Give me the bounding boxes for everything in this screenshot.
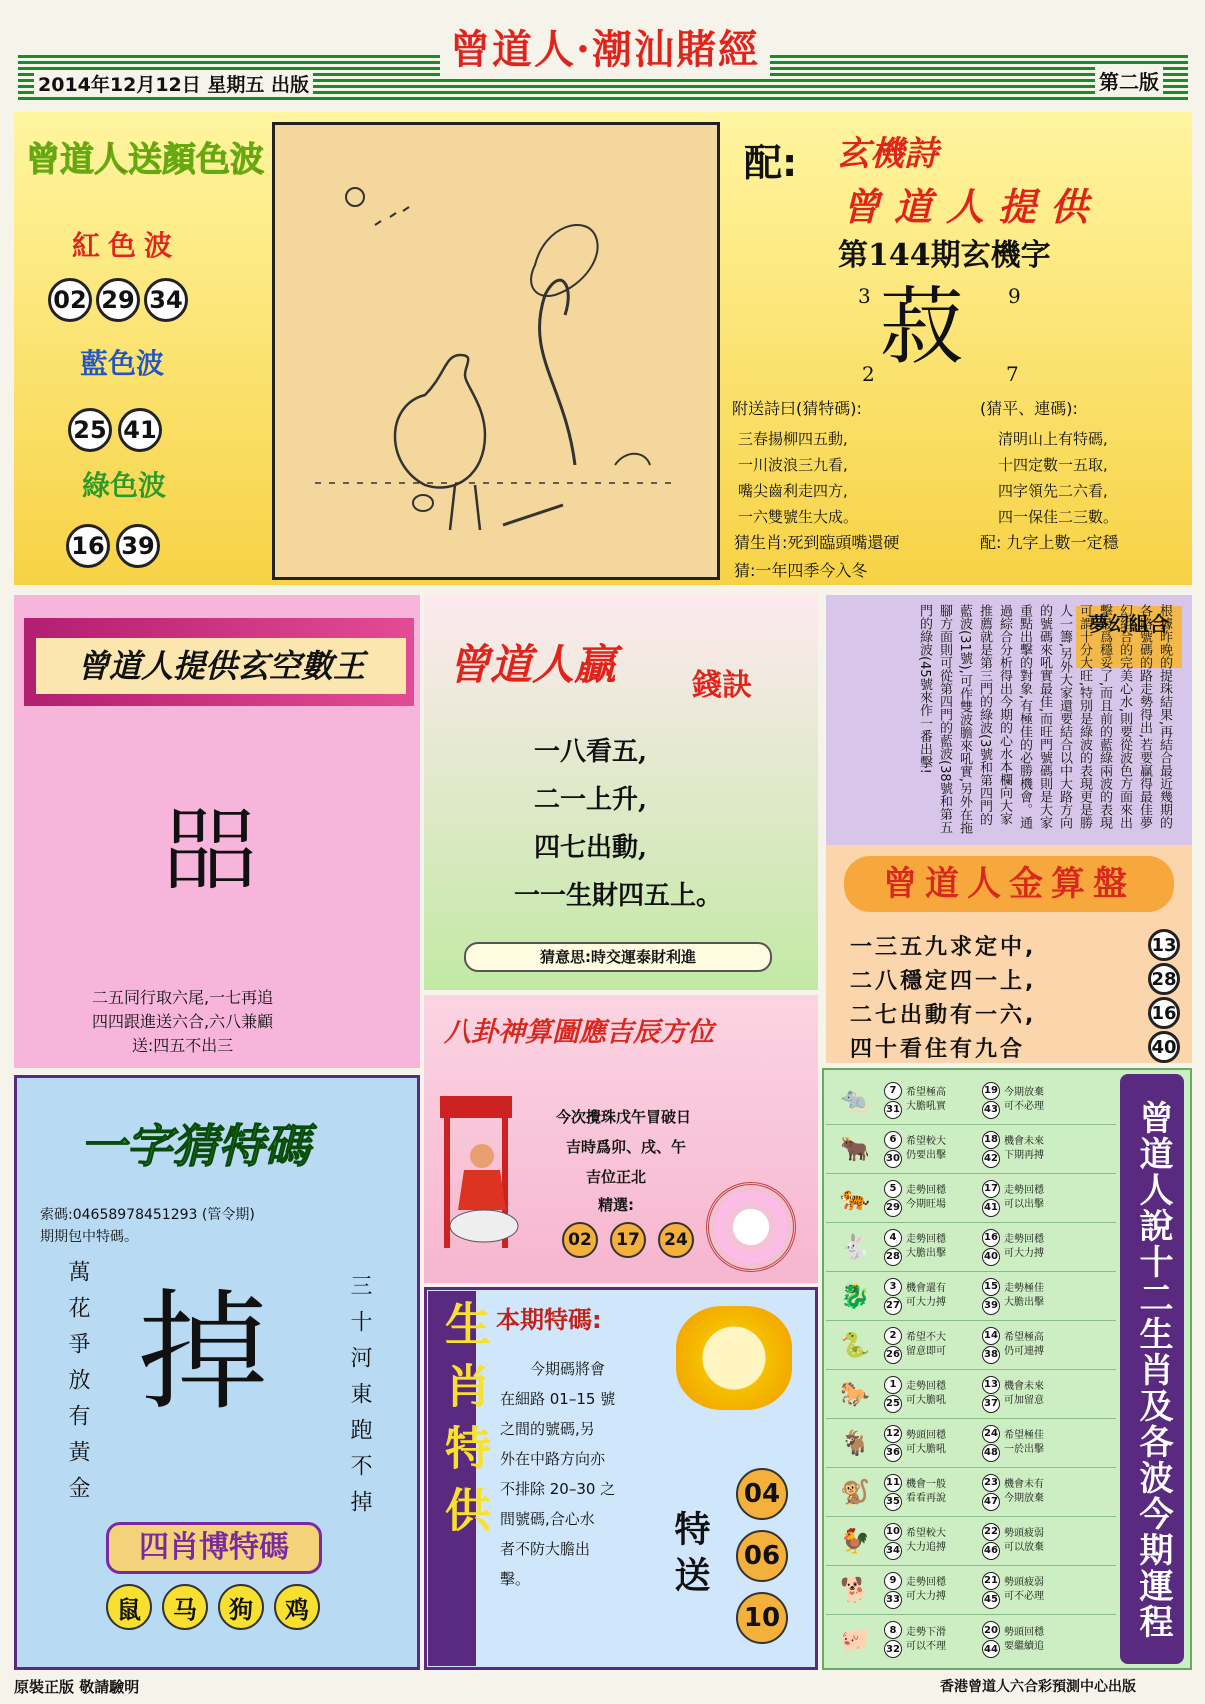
winning-line: 四七出動, bbox=[534, 833, 648, 863]
fortune-text: 大膽吼實 bbox=[906, 1101, 946, 1112]
one-char-title: 一字猜特碼 bbox=[80, 1119, 310, 1173]
riddle-guess: 猜:一年四季今入冬 bbox=[734, 561, 868, 580]
abacus-row-text: 四十看住有九合 bbox=[850, 1036, 1026, 1062]
ball: 48 bbox=[982, 1444, 1000, 1462]
ball: 43 bbox=[982, 1101, 1000, 1119]
ball: 3 bbox=[884, 1278, 902, 1296]
special-text bbox=[500, 1354, 615, 1594]
fortune-text: 可不必理 bbox=[1004, 1101, 1044, 1112]
bagua-picks bbox=[562, 1222, 694, 1258]
poem-line: 三春揚柳四五動, bbox=[738, 430, 848, 448]
bagua-title: 八卦神算圖應吉辰方位 bbox=[444, 1017, 714, 1048]
poem-left bbox=[738, 426, 858, 530]
ball: 41 bbox=[982, 1199, 1000, 1217]
horse-icon: 🐎 bbox=[840, 1380, 870, 1408]
fortune-text: 仍要出擊 bbox=[906, 1150, 946, 1161]
ball: 35 bbox=[884, 1493, 902, 1511]
ball: 25 bbox=[884, 1395, 902, 1413]
date-line: 2014年12月12日 星期五 出版 bbox=[34, 70, 313, 97]
dream-text: 根據昨晚的提珠結果,再結合最近幾期的各路號碼的路走勢得出,若要贏得最佳夢幻組合的完美心水,則要從波色方面來出擊最爲穩妥了,而且前的藍綠兩波的表現可謂十分大旺,特別是綠波的表現更是勝人一籌,另外大家還要結合以中大路方向的號碼來吼實最佳,而旺門號碼則是大家重點出擊的對象,有極佳的必勝機會。通過綜合分析得出今期的心水本欄向大家推薦就是第三門的綠波(3號和第四門的藍波(31號),可作雙波膽來吼實,另外在拖腳方面則可從第四門的藍波(38號和第五門的綠波(45號來作一番出擊! bbox=[917, 604, 1172, 834]
zodiac-row bbox=[826, 1272, 1116, 1321]
dog-icon: 🐕 bbox=[840, 1576, 870, 1604]
fortune-text: 留意即可 bbox=[906, 1346, 946, 1357]
fortune-text: 希望較大 bbox=[906, 1528, 946, 1539]
special-send: 特送 bbox=[669, 1510, 710, 1602]
ball: 23 bbox=[982, 1474, 1000, 1492]
ball: 2 bbox=[884, 1327, 902, 1345]
ball: 02 bbox=[562, 1222, 598, 1258]
ball: 18 bbox=[982, 1131, 1000, 1149]
riddle-corner-tr: 9 bbox=[1008, 284, 1021, 308]
abacus-row-text: 二七出動有一六, bbox=[850, 1002, 1037, 1028]
ball: 28 bbox=[1148, 963, 1180, 995]
abacus-row bbox=[850, 996, 1180, 1030]
winning-line: 二一上升, bbox=[534, 785, 648, 815]
ball: 12 bbox=[884, 1425, 902, 1443]
special-line: 之間的號碼,另 bbox=[500, 1420, 595, 1438]
ox-icon: 🐂 bbox=[840, 1135, 870, 1163]
fortune-text: 今期放棄 bbox=[1004, 1493, 1044, 1504]
fortune-text: 大力追搏 bbox=[906, 1542, 946, 1553]
bagua-line3: 吉位正北 bbox=[586, 1168, 647, 1186]
ball: 9 bbox=[884, 1572, 902, 1590]
pei-label: 配: bbox=[744, 141, 798, 185]
rat-icon: 🐀 bbox=[840, 1086, 870, 1114]
poem-line: 一六雙號生大成。 bbox=[738, 508, 859, 526]
fortune-text: 走勢回穩 bbox=[906, 1381, 946, 1392]
tiger-icon: 🐅 bbox=[840, 1184, 870, 1212]
one-char-left-verse: 萬花爭放有黃金 bbox=[65, 1260, 90, 1512]
fortune-text: 機會一般 bbox=[906, 1479, 946, 1490]
ball: 25 bbox=[68, 408, 112, 452]
fortune-text: 要繼續追 bbox=[1004, 1640, 1044, 1652]
ball: 39 bbox=[116, 524, 160, 568]
fortune-text: 可大力搏 bbox=[906, 1591, 946, 1602]
bagua-compass-icon bbox=[706, 1182, 796, 1272]
red-wave-label: 紅色波 bbox=[72, 229, 181, 262]
one-char-code2: 期期包中特碼。 bbox=[40, 1229, 138, 1245]
fortune-text: 希望較大 bbox=[906, 1136, 946, 1147]
special-side: 生肖特供 bbox=[438, 1300, 492, 1548]
poem-line: 清明山上有特碼, bbox=[998, 430, 1108, 448]
bagua-pick-label: 精選: bbox=[598, 1196, 634, 1214]
fortune-text: 走勢極佳 bbox=[1004, 1283, 1044, 1294]
fortune-text: 機會未來 bbox=[1004, 1381, 1044, 1392]
ball: 06 bbox=[736, 1530, 788, 1582]
zodiac-chip: 鼠 bbox=[106, 1584, 152, 1630]
ball: 19 bbox=[982, 1082, 1000, 1100]
footer-right: 香港曾道人六合彩預測中心出版 bbox=[940, 1679, 1136, 1695]
poem-line: 四一保佳二三數。 bbox=[998, 508, 1119, 526]
fortune-text: 可以放棄 bbox=[1004, 1542, 1044, 1553]
riddle-title: 玄機詩 bbox=[836, 134, 938, 174]
zodiac-chip: 马 bbox=[162, 1584, 208, 1630]
fortune-text: 機會未來 bbox=[1004, 1136, 1044, 1147]
zodiac12-table bbox=[826, 1076, 1116, 1664]
xuankong-line: 送:四五不出三 bbox=[131, 1036, 234, 1055]
abacus-row bbox=[850, 928, 1180, 962]
flower-icon bbox=[676, 1306, 792, 1410]
fortune-text: 勢頭回穩 bbox=[1004, 1626, 1044, 1638]
ball: 16 bbox=[982, 1229, 1000, 1247]
fortune-text: 走勢回穩 bbox=[1004, 1185, 1044, 1196]
fortune-text: 勢頭疲弱 bbox=[1004, 1528, 1044, 1539]
fortune-text: 仍可連搏 bbox=[1004, 1346, 1044, 1357]
ball: 38 bbox=[982, 1346, 1000, 1364]
winning-lines bbox=[514, 728, 723, 920]
zodiac-row bbox=[826, 1615, 1116, 1664]
ball: 04 bbox=[736, 1468, 788, 1520]
ball: 29 bbox=[96, 278, 140, 322]
fortune-text: 走勢回穩 bbox=[1004, 1234, 1044, 1245]
four-title: 四肖博特碼 bbox=[106, 1522, 322, 1574]
ball: 31 bbox=[884, 1101, 902, 1119]
xuankong-title: 曾道人提供玄空數王 bbox=[36, 638, 406, 694]
zodiac-row bbox=[826, 1076, 1116, 1125]
fortune-text: 今期放棄 bbox=[1004, 1087, 1044, 1098]
abacus-title: 曾道人金算盤 bbox=[844, 856, 1174, 912]
poem-line: 四字領先二六看, bbox=[998, 482, 1108, 500]
ball: 24 bbox=[982, 1425, 1000, 1443]
zodiac-row bbox=[826, 1223, 1116, 1272]
riddle-provider: 曾道人提供 bbox=[842, 185, 1103, 229]
one-char-big: 掉 bbox=[138, 1276, 269, 1428]
ball: 40 bbox=[1148, 1031, 1180, 1063]
special-line: 者不防大膽出 bbox=[500, 1540, 591, 1558]
ball: 33 bbox=[884, 1591, 902, 1609]
ball: 11 bbox=[884, 1474, 902, 1492]
abacus-row bbox=[850, 962, 1180, 996]
ball: 17 bbox=[610, 1222, 646, 1258]
ball: 8 bbox=[884, 1621, 902, 1639]
fortune-text: 可大膽吼 bbox=[906, 1444, 946, 1455]
ball: 14 bbox=[982, 1327, 1000, 1345]
fortune-text: 走勢回穩 bbox=[906, 1577, 946, 1588]
fortune-text: 一於出擊 bbox=[1004, 1444, 1044, 1455]
rooster-sketch bbox=[272, 122, 720, 580]
fortune-text: 希望極高 bbox=[1004, 1332, 1044, 1343]
ball: 47 bbox=[982, 1493, 1000, 1511]
abacus-rows bbox=[850, 928, 1180, 1064]
ball: 37 bbox=[982, 1395, 1000, 1413]
special-line: 今期碼將會 bbox=[530, 1360, 606, 1378]
ball: 10 bbox=[884, 1523, 902, 1541]
ball: 28 bbox=[884, 1248, 902, 1266]
poem-line: 嘴尖齒利走四方, bbox=[738, 482, 848, 500]
fortune-text: 可大力搏 bbox=[1004, 1248, 1044, 1259]
fortune-text: 希望極佳 bbox=[1004, 1430, 1044, 1441]
zodiac-row bbox=[826, 1125, 1116, 1174]
blue-wave-numbers bbox=[68, 408, 162, 452]
poem-line: 一川波浪三九看, bbox=[738, 456, 848, 474]
riddle-corner-tl: 3 bbox=[858, 284, 871, 308]
ball: 17 bbox=[982, 1180, 1000, 1198]
ball: 1 bbox=[884, 1376, 902, 1394]
ball: 7 bbox=[884, 1082, 902, 1100]
xuankong-line: 二五同行取六尾,一七再追 bbox=[92, 988, 274, 1007]
zodiac-row bbox=[826, 1566, 1116, 1615]
zodiac-row bbox=[826, 1174, 1116, 1223]
monkey-icon: 🐒 bbox=[840, 1478, 870, 1506]
riddle-issue: 第144期玄機字 bbox=[838, 238, 1051, 273]
snake-icon: 🐍 bbox=[840, 1331, 870, 1359]
fortune-text: 機會還有 bbox=[906, 1283, 946, 1294]
zodiac-row bbox=[826, 1468, 1116, 1517]
ball: 22 bbox=[982, 1523, 1000, 1541]
fortune-text: 走勢回穩 bbox=[906, 1234, 946, 1245]
four-zodiac-list bbox=[106, 1584, 320, 1630]
fortune-text: 勢頭疲弱 bbox=[1004, 1577, 1044, 1588]
guess-zodiac: 猜生肖:死到臨頭嘴還硬 bbox=[734, 533, 900, 552]
zodiac-row bbox=[826, 1419, 1116, 1468]
page-number: 第二版 bbox=[1095, 66, 1163, 95]
winning-line: 一一生財四五上。 bbox=[514, 881, 723, 911]
fortune-text: 可以出擊 bbox=[1004, 1199, 1044, 1210]
fortune-text: 可以不理 bbox=[906, 1640, 946, 1652]
poem-left-head: 附送詩曰(猜特碼): bbox=[732, 399, 862, 418]
ball: 45 bbox=[982, 1591, 1000, 1609]
special-line: 在細路 01–15 號 bbox=[500, 1390, 616, 1408]
ball: 27 bbox=[884, 1297, 902, 1315]
ball: 32 bbox=[884, 1640, 902, 1658]
special-title: 本期特碼: bbox=[496, 1306, 602, 1334]
ball: 41 bbox=[118, 408, 162, 452]
zodiac-chip: 鸡 bbox=[274, 1584, 320, 1630]
ball: 13 bbox=[1148, 929, 1180, 961]
abacus-row bbox=[850, 1030, 1180, 1064]
special-line: 不排除 20–30 之 bbox=[500, 1480, 616, 1498]
ball: 15 bbox=[982, 1278, 1000, 1296]
xuankong-line: 四四跟進送六合,六八兼顧 bbox=[92, 1012, 274, 1031]
riddle-corner-bl: 2 bbox=[862, 362, 875, 386]
winning-title-main: 曾道人贏 bbox=[448, 640, 617, 689]
ball: 13 bbox=[982, 1376, 1000, 1394]
zodiac12-side: 曾道人說十二生肖及各波今期運程 bbox=[1133, 1100, 1173, 1640]
fortune-text: 下期再搏 bbox=[1004, 1150, 1044, 1161]
ball: 4 bbox=[884, 1229, 902, 1247]
ball: 30 bbox=[884, 1150, 902, 1168]
xuankong-glyph: 㗊 bbox=[164, 796, 257, 903]
fortune-text: 勢頭回穩 bbox=[906, 1430, 946, 1441]
ball: 02 bbox=[48, 278, 92, 322]
riddle-pei2: 配: 九字上數一定穩 bbox=[980, 533, 1119, 552]
green-wave-label: 綠色波 bbox=[82, 469, 167, 502]
fortune-text: 走勢下滑 bbox=[906, 1626, 946, 1638]
fortune-text: 大膽出擊 bbox=[1004, 1297, 1044, 1308]
pig-icon: 🐖 bbox=[840, 1625, 870, 1654]
fortune-text: 今期旺場 bbox=[906, 1199, 946, 1210]
ball: 44 bbox=[982, 1640, 1000, 1658]
fortune-text: 可大力搏 bbox=[906, 1297, 946, 1308]
winning-title-sub: 錢訣 bbox=[692, 668, 752, 703]
special-line: 間號碼,合心水 bbox=[500, 1510, 595, 1528]
xuankong-lines bbox=[92, 986, 273, 1058]
ball: 5 bbox=[884, 1180, 902, 1198]
poem-right bbox=[998, 426, 1118, 530]
fortune-text: 機會未有 bbox=[1004, 1479, 1044, 1490]
ball: 34 bbox=[144, 278, 188, 322]
rabbit-icon: 🐇 bbox=[840, 1233, 870, 1261]
fortune-text: 可不必理 bbox=[1004, 1591, 1044, 1602]
ball: 29 bbox=[884, 1199, 902, 1217]
ball: 36 bbox=[884, 1444, 902, 1462]
ball: 10 bbox=[736, 1592, 788, 1644]
ball: 26 bbox=[884, 1346, 902, 1364]
ball: 16 bbox=[66, 524, 110, 568]
ball: 20 bbox=[982, 1621, 1000, 1639]
ball: 24 bbox=[658, 1222, 694, 1258]
dream-badge: 夢幻組合 bbox=[1076, 606, 1182, 668]
one-char-code: 索碼:04658978451293 (管令期) bbox=[40, 1207, 255, 1223]
header-title: 曾道人·潮汕賭經 bbox=[440, 22, 770, 78]
ball: 46 bbox=[982, 1542, 1000, 1560]
green-wave-numbers bbox=[66, 524, 160, 568]
ball: 42 bbox=[982, 1150, 1000, 1168]
zodiac-row bbox=[826, 1517, 1116, 1566]
fortune-text: 希望極高 bbox=[906, 1087, 946, 1098]
dragon-icon: 🐉 bbox=[840, 1282, 870, 1310]
warrior-drawing bbox=[434, 1086, 544, 1264]
special-numbers bbox=[736, 1468, 788, 1644]
warrior-figure bbox=[434, 1086, 544, 1264]
one-char-right-verse: 三十河東跑不掉 bbox=[347, 1274, 372, 1526]
fortune-text: 可加留意 bbox=[1004, 1395, 1044, 1406]
ball: 34 bbox=[884, 1542, 902, 1560]
special-line: 外在中路方向亦 bbox=[500, 1450, 606, 1468]
ball: 39 bbox=[982, 1297, 1000, 1315]
ball: 40 bbox=[982, 1248, 1000, 1266]
fortune-text: 大膽出擊 bbox=[906, 1248, 946, 1259]
special-line: 擊。 bbox=[500, 1570, 531, 1588]
rooster-drawing bbox=[275, 125, 717, 577]
goat-icon: 🐐 bbox=[840, 1429, 870, 1457]
ball: 21 bbox=[982, 1572, 1000, 1590]
poem-right-head: (猜平、連碼): bbox=[980, 399, 1078, 418]
bagua-line1: 今次攪珠戊午冒破日 bbox=[556, 1108, 692, 1126]
winning-line: 一八看五, bbox=[534, 737, 648, 767]
fortune-text: 希望不大 bbox=[906, 1332, 946, 1343]
winning-note: 猜意思:時交運泰財利進 bbox=[464, 942, 772, 972]
riddle-corner-br: 7 bbox=[1006, 362, 1019, 386]
poem-line: 十四定數一五取, bbox=[998, 456, 1108, 474]
zodiac-chip: 狗 bbox=[218, 1584, 264, 1630]
red-wave-numbers bbox=[48, 278, 188, 322]
footer-left: 原裝正版 敬請驗明 bbox=[14, 1678, 140, 1696]
abacus-row-text: 一三五九求定中, bbox=[850, 934, 1037, 960]
fortune-text: 可大膽吼 bbox=[906, 1395, 946, 1406]
zodiac-row bbox=[826, 1370, 1116, 1419]
bagua-line2: 吉時爲卯、戌、午 bbox=[566, 1138, 687, 1156]
abacus-row-text: 二八穩定四一上, bbox=[850, 968, 1037, 994]
riddle-char: 菽 bbox=[880, 278, 965, 376]
color-wave-title: 曾道人送顏色波 bbox=[26, 140, 264, 180]
ball: 16 bbox=[1148, 997, 1180, 1029]
fortune-text: 走勢回穩 bbox=[906, 1185, 946, 1196]
ball: 6 bbox=[884, 1131, 902, 1149]
blue-wave-label: 藍色波 bbox=[80, 347, 165, 380]
rooster-icon: 🐓 bbox=[840, 1527, 870, 1555]
zodiac-row bbox=[826, 1321, 1116, 1370]
fortune-text: 看看再說 bbox=[906, 1493, 946, 1504]
